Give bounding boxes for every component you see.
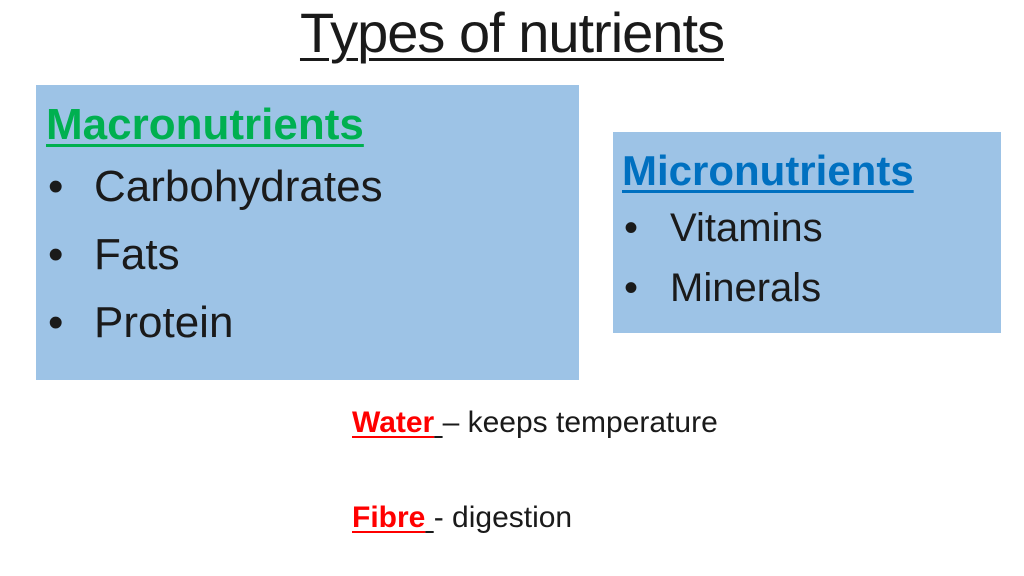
list-item-label: Vitamins <box>670 206 823 250</box>
list-item-minerals <box>622 258 1001 318</box>
macronutrients-box <box>36 85 579 380</box>
water-note <box>352 403 718 443</box>
water-description: – keeps temperature <box>442 406 718 439</box>
list-item-carbohydrates <box>46 153 579 221</box>
bullet-icon: • <box>624 206 639 250</box>
micronutrients-list <box>622 198 1001 318</box>
bullet-icon: • <box>48 162 64 211</box>
fibre-note <box>352 498 572 538</box>
macronutrients-list <box>46 153 579 357</box>
bullet-icon: • <box>624 266 639 310</box>
fibre-description: - digestion <box>433 501 573 534</box>
bullet-icon: • <box>48 298 64 347</box>
list-item-label: Carbohydrates <box>94 162 383 211</box>
water-term: Water <box>352 406 435 439</box>
water-term-gap <box>434 406 442 439</box>
fibre-term: Fibre <box>352 501 426 534</box>
list-item-protein <box>46 289 579 357</box>
fibre-term-gap <box>425 501 433 534</box>
micronutrients-box <box>613 132 1001 333</box>
micronutrients-heading: Micronutrients <box>622 147 914 194</box>
list-item-fats <box>46 221 579 289</box>
slide-title <box>0 0 1024 66</box>
list-item-label: Protein <box>94 298 234 347</box>
list-item-vitamins <box>622 198 1001 258</box>
list-item-label: Fats <box>94 230 180 279</box>
slide-title-text: Types of nutrients <box>299 1 724 64</box>
bullet-icon: • <box>48 230 64 279</box>
list-item-label: Minerals <box>670 266 822 310</box>
macronutrients-heading: Macronutrients <box>46 100 364 149</box>
